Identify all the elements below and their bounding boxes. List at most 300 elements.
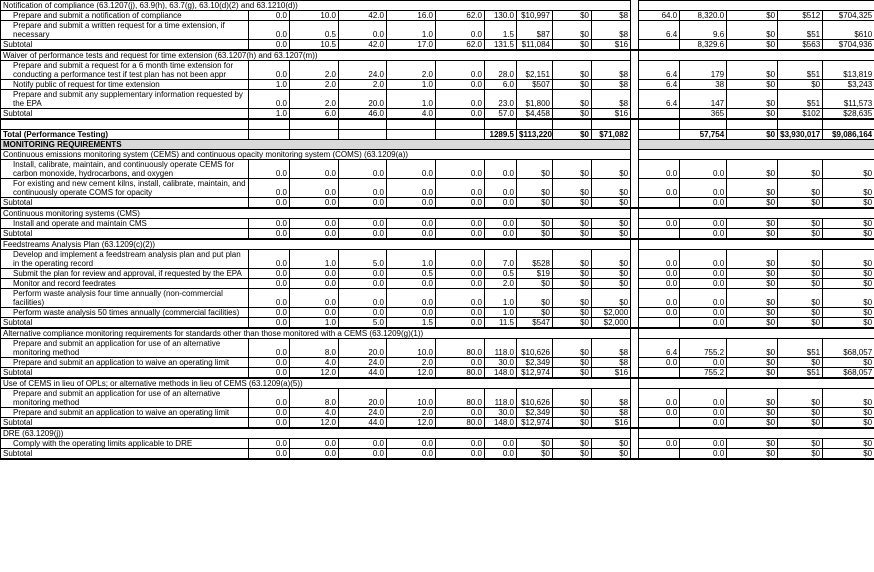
cell-value: $2,349 — [517, 358, 553, 368]
cell-value: $2,000 — [592, 308, 631, 318]
cell-value: $10,997 — [517, 11, 553, 21]
cell-value: 0.0 — [290, 219, 339, 229]
section-title: Continuous emissions monitoring system (CEMS) and continuous opacity monitoring system (COMS) (63.1209(a)) — [1, 150, 631, 160]
cell-value: $0 — [727, 130, 778, 140]
table-row — [1, 179, 874, 198]
cell-value: 8.0 — [290, 389, 339, 408]
cell-value: 148.0 — [485, 418, 517, 429]
cell-value: 11.5 — [485, 318, 517, 329]
subtotal-label: Subtotal — [1, 229, 249, 240]
cell-value: 130.0 — [485, 11, 517, 21]
row-description: Install and operate and maintain CMS — [1, 219, 249, 229]
column-gap — [631, 328, 639, 339]
cell-value — [387, 119, 436, 130]
cell-value: 1.0 — [387, 21, 436, 40]
cell-value: 1.0 — [485, 289, 517, 308]
cell-value: 148.0 — [485, 368, 517, 379]
cell-value: 0.0 — [290, 289, 339, 308]
cell-value: $10,626 — [517, 339, 553, 358]
cell-value: 0.0 — [249, 408, 290, 418]
cell-value: 0.0 — [436, 80, 485, 90]
cell-value: 64.0 — [639, 11, 680, 21]
cell-value: 0.0 — [680, 279, 727, 289]
cell-value — [387, 130, 436, 140]
column-gap — [631, 368, 639, 379]
column-gap — [631, 418, 639, 429]
row-description: Develop and implement a feedstream analysis plan and put plan in the operating record — [1, 250, 249, 269]
cell-value: $51 — [778, 368, 823, 379]
table-row — [1, 40, 874, 51]
column-gap — [631, 389, 639, 408]
section-right-blank — [639, 239, 874, 250]
cell-value: 0.0 — [680, 408, 727, 418]
cell-value: $71,082 — [592, 130, 631, 140]
cell-value: 2.0 — [290, 90, 339, 109]
cell-value: $0 — [517, 198, 553, 209]
cell-value: $2,349 — [517, 408, 553, 418]
column-gap — [631, 80, 639, 90]
cell-value — [823, 119, 874, 130]
cell-value: $0 — [778, 179, 823, 198]
cell-value: 8,320.0 — [680, 11, 727, 21]
cell-value: 24.0 — [339, 408, 387, 418]
cell-value: 0.0 — [339, 308, 387, 318]
cell-value: $0 — [778, 449, 823, 460]
table-row — [1, 358, 874, 368]
cell-value: 20.0 — [339, 339, 387, 358]
cell-value: 9.6 — [680, 21, 727, 40]
cell-value: $512 — [778, 11, 823, 21]
cell-value: 0.0 — [339, 279, 387, 289]
cell-value: $0 — [553, 21, 592, 40]
column-gap — [631, 408, 639, 418]
table-row — [1, 328, 874, 339]
cell-value: $0 — [592, 439, 631, 449]
cell-value: 0.0 — [436, 21, 485, 40]
cell-value: 2.0 — [485, 279, 517, 289]
section-title: Notification of compliance (63.1207(j), 63.9(h), 63.7(g), 63.10(d)(2) and 63.1210(d)) — [1, 1, 631, 11]
cell-value: $0 — [517, 289, 553, 308]
cell-value: $0 — [727, 389, 778, 408]
cell-value: 0.0 — [249, 339, 290, 358]
cell-value: $0 — [553, 408, 592, 418]
cell-value: 0.0 — [339, 439, 387, 449]
cell-value: $0 — [823, 408, 874, 418]
table-row — [1, 279, 874, 289]
cell-value: $0 — [727, 358, 778, 368]
row-description: Install, calibrate, maintain, and continuously operate CEMS for carbon monoxide, hydrocarbons, and oxygen — [1, 160, 249, 179]
cell-value: 0.0 — [249, 368, 290, 379]
cell-value: $0 — [778, 269, 823, 279]
column-gap — [631, 250, 639, 269]
cell-value: $0 — [553, 439, 592, 449]
cell-value — [639, 109, 680, 120]
cell-value: $0 — [727, 368, 778, 379]
table-row — [1, 130, 874, 140]
section-title: DRE (63.1209(j)) — [1, 428, 631, 439]
cell-value: 0.0 — [680, 439, 727, 449]
cell-value: 30.0 — [485, 408, 517, 418]
table-row — [1, 449, 874, 460]
cell-value: 0.0 — [436, 449, 485, 460]
cell-value: $0 — [727, 339, 778, 358]
row-description: Prepare and submit an application to waive an operating limit — [1, 408, 249, 418]
section-right-blank — [639, 1, 874, 11]
cell-value: 24.0 — [339, 61, 387, 80]
cell-value: 0.0 — [249, 21, 290, 40]
cell-value: $0 — [553, 318, 592, 329]
cell-value: $8 — [592, 389, 631, 408]
row-description: Prepare and submit an application for use of an alternative monitoring method — [1, 389, 249, 408]
cell-value: 1.0 — [290, 250, 339, 269]
cell-value: $3,243 — [823, 80, 874, 90]
cell-value: 755.2 — [680, 339, 727, 358]
cell-value: 0.0 — [639, 289, 680, 308]
cell-value: 131.5 — [485, 40, 517, 51]
cell-value: 28.0 — [485, 61, 517, 80]
cell-value: 0.0 — [387, 449, 436, 460]
column-gap — [631, 21, 639, 40]
cell-value: 365 — [680, 109, 727, 120]
cell-value: 1.5 — [387, 318, 436, 329]
cell-value: 0.0 — [436, 358, 485, 368]
cell-value: $0 — [553, 61, 592, 80]
cell-value: 0.0 — [680, 449, 727, 460]
cell-value: 0.0 — [339, 179, 387, 198]
cell-value: $0 — [553, 80, 592, 90]
cell-value: 0.0 — [436, 109, 485, 120]
cell-value: $0 — [823, 318, 874, 329]
table-row — [1, 389, 874, 408]
table-row — [1, 208, 874, 219]
cell-value: $0 — [727, 289, 778, 308]
cell-value: 0.0 — [485, 160, 517, 179]
cell-value: $8 — [592, 61, 631, 80]
cell-value — [592, 119, 631, 130]
cell-value: 0.0 — [639, 269, 680, 279]
cell-value: $8 — [592, 80, 631, 90]
column-gap — [631, 109, 639, 120]
cell-value: 0.0 — [485, 179, 517, 198]
row-description: Prepare and submit a written request for a time extension, if necessary — [1, 21, 249, 40]
column-gap — [631, 50, 639, 61]
cell-value: $0 — [553, 368, 592, 379]
cell-value: $11,084 — [517, 40, 553, 51]
table-row — [1, 90, 874, 109]
cell-value: 0.0 — [485, 439, 517, 449]
cell-value — [639, 198, 680, 209]
cell-value: $12,974 — [517, 368, 553, 379]
cell-value: $0 — [727, 61, 778, 80]
table-row — [1, 239, 874, 250]
cell-value: $0 — [553, 229, 592, 240]
cell-value: $0 — [553, 250, 592, 269]
cell-value: $0 — [778, 418, 823, 429]
cell-value: $0 — [517, 308, 553, 318]
cell-value: 0.0 — [680, 219, 727, 229]
cell-value: $1,800 — [517, 90, 553, 109]
cell-value: $0 — [727, 160, 778, 179]
column-gap — [631, 289, 639, 308]
cell-value: 42.0 — [339, 11, 387, 21]
table-row — [1, 339, 874, 358]
table-row — [1, 318, 874, 329]
cell-value — [639, 368, 680, 379]
subtotal-label: Subtotal — [1, 418, 249, 429]
cell-value: $0 — [727, 308, 778, 318]
cell-value — [485, 119, 517, 130]
cell-value: $0 — [592, 279, 631, 289]
cell-value: 5.0 — [339, 318, 387, 329]
cell-value: $9,086,164 — [823, 130, 874, 140]
cell-value: $8 — [592, 11, 631, 21]
cell-value: 0.0 — [436, 179, 485, 198]
cell-value — [778, 119, 823, 130]
subtotal-label: Subtotal — [1, 368, 249, 379]
cell-value: $0 — [553, 449, 592, 460]
cell-value: 0.0 — [639, 279, 680, 289]
cell-value: 80.0 — [436, 418, 485, 429]
cell-value — [639, 318, 680, 329]
cell-value: 0.0 — [436, 219, 485, 229]
cell-value: 0.0 — [249, 250, 290, 269]
cell-value: 0.0 — [436, 198, 485, 209]
column-gap — [631, 1, 639, 11]
cell-value: $0 — [823, 449, 874, 460]
table-row — [1, 219, 874, 229]
cell-value: $0 — [517, 279, 553, 289]
cell-value: $0 — [778, 308, 823, 318]
cell-value: 0.0 — [436, 61, 485, 80]
section-title: Alternative compliance monitoring requirements for standards other than those monitored with a CEMS (63.1209(g)(1)) — [1, 328, 631, 339]
cell-value: 0.0 — [249, 358, 290, 368]
cell-value: $0 — [778, 219, 823, 229]
cell-value: 0.0 — [387, 308, 436, 318]
cell-value: $16 — [592, 368, 631, 379]
cell-value: 0.0 — [436, 289, 485, 308]
cell-value: $0 — [517, 229, 553, 240]
cell-value: $8 — [592, 339, 631, 358]
cell-value: 0.0 — [485, 229, 517, 240]
cell-value: $528 — [517, 250, 553, 269]
cell-value: 0.0 — [249, 229, 290, 240]
cell-value: 0.0 — [290, 269, 339, 279]
row-description: For existing and new cement kilns, install, calibrate, maintain, and continuously operate COMS for opacity — [1, 179, 249, 198]
cell-value: 12.0 — [290, 368, 339, 379]
column-gap — [631, 140, 639, 150]
cell-value: 1289.5 — [485, 130, 517, 140]
table-row — [1, 408, 874, 418]
cell-value: $0 — [778, 318, 823, 329]
cell-value: $0 — [553, 389, 592, 408]
cell-value: 0.0 — [680, 308, 727, 318]
cell-value: 0.0 — [680, 179, 727, 198]
cell-value: 1.0 — [387, 80, 436, 90]
cell-value: 12.0 — [387, 368, 436, 379]
cell-value: $0 — [517, 160, 553, 179]
cell-value: $0 — [823, 418, 874, 429]
cell-value: 0.0 — [436, 160, 485, 179]
cell-value: $0 — [778, 279, 823, 289]
cell-value: 0.0 — [290, 160, 339, 179]
column-gap — [631, 378, 639, 389]
cell-value — [639, 418, 680, 429]
cell-value: $0 — [517, 439, 553, 449]
cell-value: $0 — [778, 408, 823, 418]
cell-value — [639, 229, 680, 240]
cell-value: 0.0 — [387, 198, 436, 209]
cell-value: $0 — [553, 358, 592, 368]
cell-value: 0.0 — [387, 289, 436, 308]
cell-value: 2.0 — [387, 61, 436, 80]
cell-value: $0 — [553, 130, 592, 140]
cell-value: $0 — [823, 229, 874, 240]
table-row — [1, 160, 874, 179]
cell-value: 118.0 — [485, 389, 517, 408]
row-description: Prepare and submit a notification of compliance — [1, 11, 249, 21]
cell-value: $507 — [517, 80, 553, 90]
column-gap — [631, 318, 639, 329]
cell-value: $0 — [727, 250, 778, 269]
cell-value: 80.0 — [436, 368, 485, 379]
cell-value — [249, 119, 290, 130]
table-row — [1, 289, 874, 308]
cell-value: $0 — [778, 229, 823, 240]
subtotal-label: Subtotal — [1, 40, 249, 51]
row-description: Submit the plan for review and approval, if requested by the EPA — [1, 269, 249, 279]
section-right-blank — [639, 378, 874, 389]
column-gap — [631, 279, 639, 289]
cell-value: 6.0 — [290, 109, 339, 120]
cell-value: 0.0 — [249, 11, 290, 21]
cell-value: $4,458 — [517, 109, 553, 120]
cell-value: $563 — [778, 40, 823, 51]
cell-value: 6.4 — [639, 21, 680, 40]
cell-value: 0.0 — [639, 179, 680, 198]
cell-value: 0.0 — [339, 269, 387, 279]
cell-value: 147 — [680, 90, 727, 109]
cell-value: 0.0 — [339, 219, 387, 229]
cell-value: $16 — [592, 418, 631, 429]
cell-value: 0.0 — [680, 229, 727, 240]
cell-value: $0 — [553, 11, 592, 21]
cell-value: $704,936 — [823, 40, 874, 51]
cell-value: $0 — [727, 269, 778, 279]
cell-value: $16 — [592, 109, 631, 120]
cell-value: 0.0 — [387, 279, 436, 289]
cell-value: 1.0 — [249, 109, 290, 120]
table-row — [1, 119, 874, 130]
cell-value: $113,220 — [517, 130, 553, 140]
cell-value: 0.0 — [639, 250, 680, 269]
cell-value — [290, 130, 339, 140]
cell-value: 0.5 — [485, 269, 517, 279]
cell-value: $2,151 — [517, 61, 553, 80]
cell-value: $0 — [727, 449, 778, 460]
table-row — [1, 140, 874, 150]
column-gap — [631, 439, 639, 449]
cell-value: $0 — [553, 279, 592, 289]
section-title: Feedstreams Analysis Plan (63.1209(c)(2)) — [1, 239, 631, 250]
cell-value: $0 — [727, 229, 778, 240]
cell-value: $0 — [727, 80, 778, 90]
cell-value — [553, 119, 592, 130]
cell-value: $51 — [778, 339, 823, 358]
column-gap — [631, 130, 639, 140]
cell-value: $0 — [553, 109, 592, 120]
cell-value: $0 — [517, 179, 553, 198]
column-gap — [631, 269, 639, 279]
cell-value: $8 — [592, 21, 631, 40]
cell-value: 2.0 — [290, 61, 339, 80]
cell-value: $0 — [823, 179, 874, 198]
cell-value: $0 — [778, 198, 823, 209]
cell-value: $0 — [727, 11, 778, 21]
cell-value: 0.0 — [249, 160, 290, 179]
cell-value: 10.0 — [387, 389, 436, 408]
cell-value: $87 — [517, 21, 553, 40]
table-row — [1, 229, 874, 240]
cell-value: $0 — [727, 219, 778, 229]
cell-value: $0 — [553, 198, 592, 209]
table-row — [1, 61, 874, 80]
cell-value: 57,754 — [680, 130, 727, 140]
cell-value: 62.0 — [436, 11, 485, 21]
cell-value — [727, 119, 778, 130]
table-row — [1, 250, 874, 269]
column-gap — [631, 449, 639, 460]
cell-value: $16 — [592, 40, 631, 51]
cell-value: 0.0 — [249, 418, 290, 429]
cell-value — [436, 130, 485, 140]
cell-value: $12,974 — [517, 418, 553, 429]
cell-value: $0 — [553, 418, 592, 429]
group-header: MONITORING REQUIREMENTS — [1, 140, 631, 150]
cell-value: 12.0 — [387, 418, 436, 429]
cell-value: $0 — [592, 449, 631, 460]
cell-value: $0 — [727, 439, 778, 449]
cell-value: 6.0 — [485, 80, 517, 90]
table-row — [1, 80, 874, 90]
cell-value: 0.0 — [436, 279, 485, 289]
cell-value: 0.0 — [339, 21, 387, 40]
cell-value: 0.0 — [249, 219, 290, 229]
cell-value: 0.0 — [436, 269, 485, 279]
cell-value: 5.0 — [339, 250, 387, 269]
cell-value: $0 — [553, 90, 592, 109]
row-description: Prepare and submit any supplementary information requested by the EPA — [1, 90, 249, 109]
cell-value: 0.0 — [387, 179, 436, 198]
cell-value: 6.4 — [639, 80, 680, 90]
cell-value: 8,329.6 — [680, 40, 727, 51]
cell-value: 10.0 — [290, 11, 339, 21]
cell-value: 0.0 — [249, 289, 290, 308]
section-right-blank — [639, 140, 874, 150]
cell-value: $0 — [823, 219, 874, 229]
cell-value: $13,819 — [823, 61, 874, 80]
table-row — [1, 21, 874, 40]
row-description: Perform waste analysis 50 times annually (commercial facilities) — [1, 308, 249, 318]
cell-value: $0 — [823, 389, 874, 408]
cell-value: $0 — [592, 160, 631, 179]
cell-value — [639, 119, 680, 130]
cell-value: $0 — [823, 198, 874, 209]
cell-value: $0 — [553, 40, 592, 51]
cell-value: 4.0 — [290, 358, 339, 368]
table-row — [1, 308, 874, 318]
column-gap — [631, 339, 639, 358]
cell-value: $0 — [823, 269, 874, 279]
